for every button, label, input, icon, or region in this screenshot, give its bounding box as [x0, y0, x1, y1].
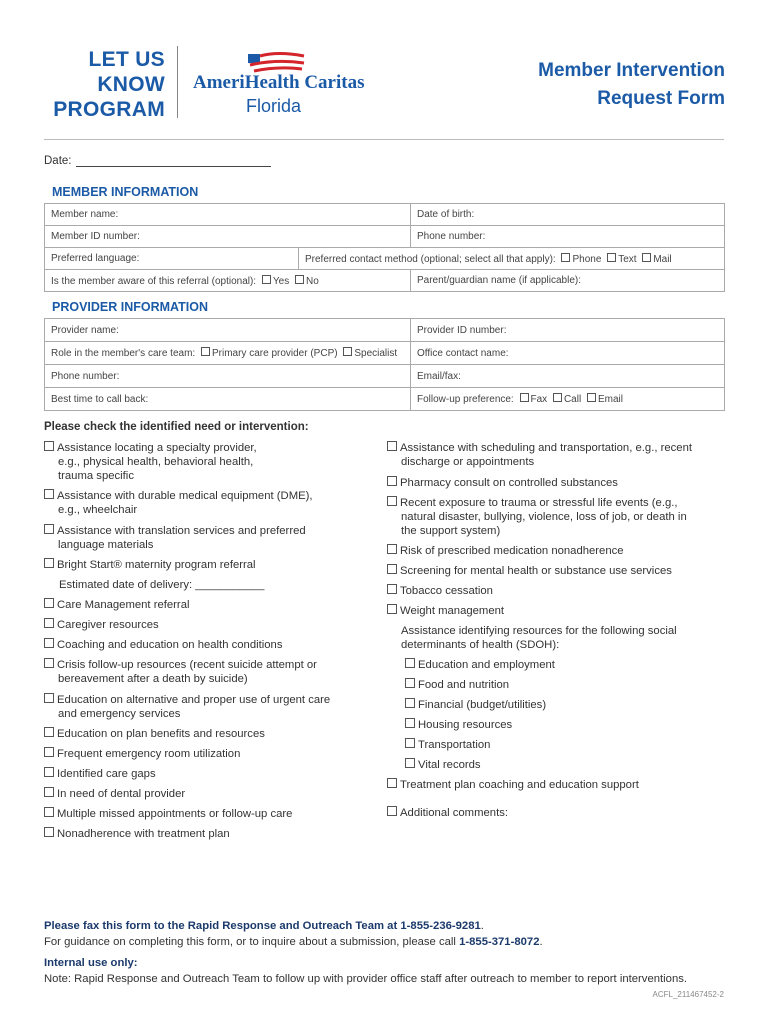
- pcp-checkbox[interactable]: [201, 347, 210, 356]
- need-coaching[interactable]: Coaching and education on health conditions: [44, 638, 282, 652]
- checkbox[interactable]: [387, 584, 397, 594]
- sdoh-education[interactable]: Education and employment: [405, 658, 555, 672]
- checkbox[interactable]: [44, 767, 54, 777]
- no-checkbox[interactable]: [295, 275, 304, 284]
- need-pharmacy[interactable]: Pharmacy consult on controlled substances: [387, 476, 618, 490]
- member-phone-field[interactable]: Phone number:: [411, 226, 725, 248]
- checkbox[interactable]: [44, 827, 54, 837]
- checkbox[interactable]: [387, 544, 397, 554]
- need-plan-benefits[interactable]: Education on plan benefits and resources: [44, 727, 265, 741]
- checkbox[interactable]: [405, 678, 415, 688]
- need-screening[interactable]: Screening for mental health or substance use services: [387, 564, 672, 578]
- fax-number: 1-855-236-9281: [400, 920, 481, 932]
- header-divider: [177, 46, 178, 118]
- guidance-number: 1-855-371-8072: [459, 936, 540, 948]
- checkbox[interactable]: [44, 727, 54, 737]
- form-code: ACFL_211467452-2: [652, 990, 724, 999]
- internal-note: Note: Rapid Response and Outreach Team to follow up with provider office staff after outreach to member to report interventions.: [44, 973, 688, 985]
- checkbox[interactable]: [44, 747, 54, 757]
- need-caregiver[interactable]: Caregiver resources: [44, 618, 159, 632]
- checkbox[interactable]: [387, 604, 397, 614]
- checkbox[interactable]: [44, 618, 54, 628]
- need-dental[interactable]: In need of dental provider: [44, 787, 185, 801]
- provider-id-field[interactable]: Provider ID number:: [411, 319, 725, 342]
- need-specialty-provider[interactable]: Assistance locating a specialty provider, e.g., physical health, behavioral health, trauma specific: [44, 441, 257, 483]
- role-field[interactable]: Role in the member's care team: Primary care provider (PCP) Specialist: [45, 342, 411, 365]
- program-name: LET US KNOW PROGRAM: [53, 48, 165, 121]
- checkbox[interactable]: [44, 693, 54, 703]
- checkbox[interactable]: [405, 758, 415, 768]
- contact-method-field[interactable]: Preferred contact method (optional; select all that apply): Phone Text Mail: [299, 248, 725, 270]
- need-frequent-er[interactable]: Frequent emergency room utilization: [44, 747, 240, 761]
- fax-checkbox[interactable]: [520, 393, 529, 402]
- language-field[interactable]: Preferred language:: [45, 248, 299, 270]
- need-translation[interactable]: Assistance with translation services and preferred language materials: [44, 524, 306, 552]
- need-care-gaps[interactable]: Identified care gaps: [44, 767, 156, 781]
- internal-heading: Internal use only:: [44, 957, 138, 969]
- delivery-date-field[interactable]: Estimated date of delivery: ___________: [59, 579, 265, 591]
- checkbox[interactable]: [387, 564, 397, 574]
- guardian-field[interactable]: Parent/guardian name (if applicable):: [411, 270, 725, 292]
- email-checkbox[interactable]: [587, 393, 596, 402]
- sdoh-vital-records[interactable]: Vital records: [405, 758, 481, 772]
- date-field[interactable]: Date:: [44, 155, 271, 167]
- provider-phone-field[interactable]: Phone number:: [45, 365, 411, 388]
- checkbox[interactable]: [405, 698, 415, 708]
- date-line[interactable]: [76, 155, 271, 167]
- yes-checkbox[interactable]: [262, 275, 271, 284]
- checkbox[interactable]: [405, 718, 415, 728]
- sdoh-housing[interactable]: Housing resources: [405, 718, 512, 732]
- need-weight[interactable]: Weight management: [387, 604, 504, 618]
- member-info-table: [44, 203, 725, 292]
- specialist-checkbox[interactable]: [343, 347, 352, 356]
- phone-checkbox[interactable]: [561, 253, 570, 262]
- checkbox[interactable]: [387, 778, 397, 788]
- need-nonadherence[interactable]: Nonadherence with treatment plan: [44, 827, 230, 841]
- need-treatment-plan[interactable]: Treatment plan coaching and education support: [387, 778, 639, 792]
- checkbox[interactable]: [44, 441, 54, 451]
- office-contact-field[interactable]: Office contact name:: [411, 342, 725, 365]
- need-urgent-care[interactable]: Education on alternative and proper use of urgent care and emergency services: [44, 693, 330, 721]
- form-title: Member Intervention Request Form: [538, 60, 725, 109]
- member-id-field[interactable]: Member ID number:: [45, 226, 411, 248]
- need-tobacco[interactable]: Tobacco cessation: [387, 584, 493, 598]
- checkbox[interactable]: [387, 441, 397, 451]
- sdoh-food[interactable]: Food and nutrition: [405, 678, 509, 692]
- fax-instructions: Please fax this form to the Rapid Response and Outreach Team at 1-855-236-9281.: [44, 920, 484, 932]
- header-rule: [44, 139, 724, 140]
- checkbox[interactable]: [44, 787, 54, 797]
- sdoh-transportation[interactable]: Transportation: [405, 738, 490, 752]
- best-time-field[interactable]: Best time to call back:: [45, 388, 411, 411]
- checkbox[interactable]: [44, 598, 54, 608]
- checkbox[interactable]: [405, 658, 415, 668]
- followup-field[interactable]: Follow-up preference: Fax Call Email: [411, 388, 725, 411]
- need-trauma[interactable]: Recent exposure to trauma or stressful life events (e.g., natural disaster, bullying, violence, loss of job, or death in the support system): [387, 496, 687, 538]
- call-checkbox[interactable]: [553, 393, 562, 402]
- checkbox[interactable]: [44, 489, 54, 499]
- mail-checkbox[interactable]: [642, 253, 651, 262]
- need-crisis[interactable]: Crisis follow-up resources (recent suicide attempt or bereavement after a death by suicide): [44, 658, 317, 686]
- need-missed-appointments[interactable]: Multiple missed appointments or follow-up care: [44, 807, 292, 821]
- need-dme[interactable]: Assistance with durable medical equipment (DME), e.g., wheelchair: [44, 489, 313, 517]
- checkbox[interactable]: [44, 638, 54, 648]
- sdoh-financial[interactable]: Financial (budget/utilities): [405, 698, 546, 712]
- checkbox[interactable]: [44, 807, 54, 817]
- need-additional-comments[interactable]: Additional comments:: [387, 806, 508, 820]
- checkbox[interactable]: [387, 806, 397, 816]
- checkbox[interactable]: [405, 738, 415, 748]
- needs-heading: Please check the identified need or intervention:: [44, 421, 309, 433]
- brand-region: Florida: [246, 96, 302, 116]
- provider-name-field[interactable]: Provider name:: [45, 319, 411, 342]
- checkbox[interactable]: [387, 496, 397, 506]
- checkbox[interactable]: [44, 658, 54, 668]
- brand-name: AmeriHealth Caritas: [193, 72, 365, 93]
- need-medication[interactable]: Risk of prescribed medication nonadherence: [387, 544, 624, 558]
- text-checkbox[interactable]: [607, 253, 616, 262]
- provider-info-table: [44, 318, 725, 411]
- checkbox[interactable]: [387, 476, 397, 486]
- need-care-management[interactable]: Care Management referral: [44, 598, 190, 612]
- amerihealth-logo: [188, 50, 368, 120]
- need-scheduling[interactable]: Assistance with scheduling and transportation, e.g., recent discharge or appointments: [387, 441, 692, 469]
- checkbox[interactable]: [44, 524, 54, 534]
- sdoh-heading: Assistance identifying resources for the following social determinants of health (SDOH):: [401, 625, 677, 651]
- need-bright-start[interactable]: Bright Start® maternity program referral: [44, 558, 256, 572]
- provider-section-heading: PROVIDER INFORMATION: [52, 300, 209, 314]
- aware-field[interactable]: Is the member aware of this referral (optional): Yes No: [45, 270, 411, 292]
- checkbox[interactable]: [44, 558, 54, 568]
- dob-field[interactable]: Date of birth:: [411, 204, 725, 226]
- member-section-heading: MEMBER INFORMATION: [52, 185, 199, 199]
- member-name-field[interactable]: Member name:: [45, 204, 411, 226]
- guidance-instructions: For guidance on completing this form, or to inquire about a submission, please call 1-855-371-8072.: [44, 936, 543, 948]
- email-fax-field[interactable]: Email/fax:: [411, 365, 725, 388]
